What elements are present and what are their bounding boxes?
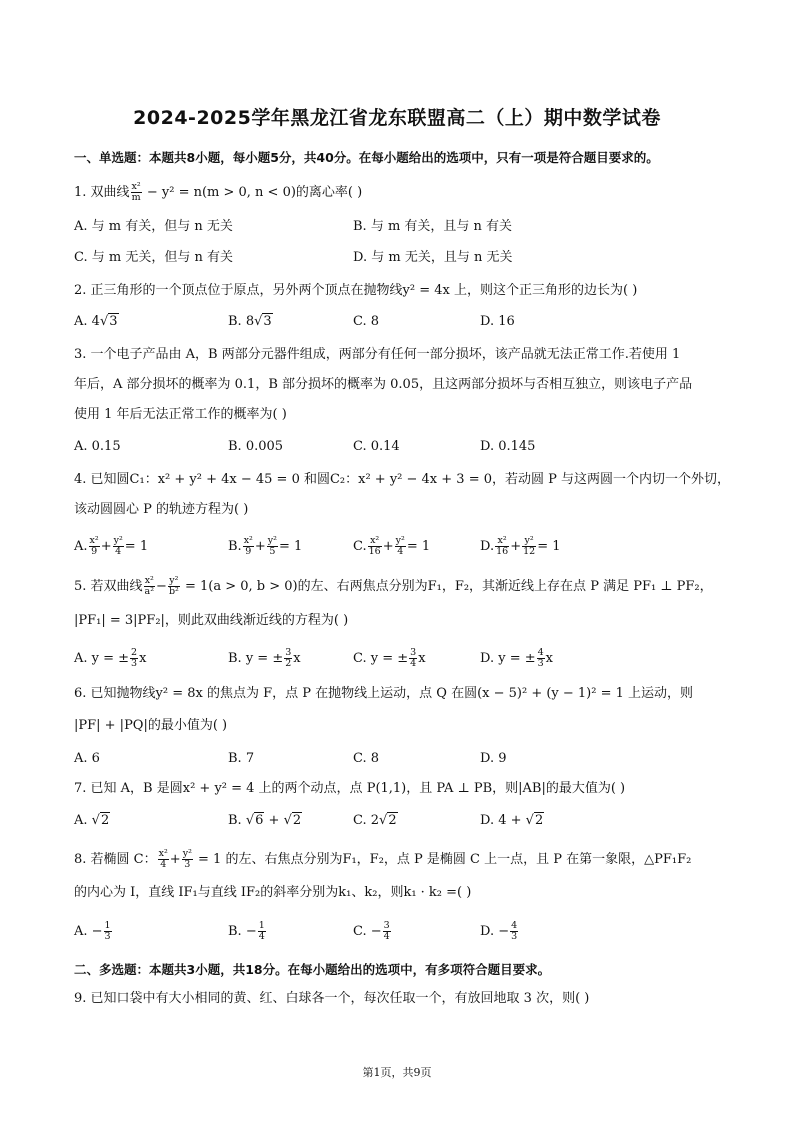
- q6-option-b: B. 7: [228, 751, 255, 766]
- question-2: 2. 正三角形的一个顶点位于原点，另外两个顶点在抛物线y² = 4x 上，则这个正三角形的边长为( ): [74, 283, 638, 298]
- q1-prefix: 1. 双曲线: [74, 185, 130, 200]
- question-8-line-1: 8. 若椭圆 C： $\frac{\text{x²}}{4}$ + $\frac{\text{y²}}{3}$ = 1 的左、右焦点分别为F₁，F₂，点 P 是椭圆 C 上一点，且 P 在第一象限，△PF₁F₂: [74, 848, 692, 870]
- question-3-line-3: 使用 1 年后无法正常工作的概率为( ): [74, 407, 287, 422]
- q6-option-a: A. 6: [74, 751, 100, 766]
- q5-option-d: D. y = ± $\frac{4}{3}$ x: [480, 647, 554, 669]
- q8-option-d: D. − $\frac{4}{3}$: [480, 920, 518, 942]
- q7-option-d: D. 4 + √2: [480, 813, 544, 828]
- q8-option-b: B. − $\frac{1}{4}$: [228, 920, 265, 942]
- q7-option-a: A. √2: [74, 813, 110, 828]
- q5-option-a: A. y = ± $\frac{2}{3}$ x: [74, 647, 147, 669]
- q3-option-b: B. 0.005: [228, 439, 284, 454]
- question-6-line-2: |PF| + |PQ|的最小值为( ): [74, 718, 228, 733]
- q2-option-a: A. 4√3: [74, 314, 118, 329]
- q1-fraction: $\frac{\text{x²}}{m}$: [131, 181, 141, 203]
- q3-option-c: C. 0.14: [353, 439, 400, 454]
- q4-option-b: B. $\frac{\text{x²}}{9}$ + $\frac{\text{y²}}{5}$ = 1: [228, 535, 303, 557]
- q2-option-d: D. 16: [480, 314, 515, 329]
- q2-option-c: C. 8: [353, 314, 380, 329]
- exam-title: 2024-2025学年黑龙江省龙东联盟高二（上）期中数学试卷: [133, 107, 661, 129]
- section-multiple-choice-heading: 二、多选题：本题共3小题，共18分。在每小题给出的选项中，有多项符合题目要求。: [74, 962, 551, 977]
- q5-option-b: B. y = ± $\frac{3}{2}$ x: [228, 647, 301, 669]
- section-single-choice-heading: 一、单选题：本题共8小题，每小题5分，共40分。在每小题给出的选项中，只有一项是符合题目要求的。: [74, 150, 659, 165]
- q3-option-d: D. 0.145: [480, 439, 536, 454]
- question-1: [74, 182, 362, 203]
- question-4-line-2: 该动圆圆心 P 的轨迹方程为( ): [74, 502, 249, 517]
- q3-option-a: A. 0.15: [74, 439, 121, 454]
- q1-rest: − y² = n(m > 0, n < 0)的离心率( ): [142, 185, 363, 200]
- question-3-line-1: 3. 一个电子产品由 A，B 两部分元器件组成，两部分有任何一部分损坏，该产品就无法正常工作.若使用 1: [74, 347, 681, 362]
- q1-option-a: A. 与 m 有关，但与 n 无关: [74, 219, 233, 234]
- page-footer: 第1页，共9页: [362, 1066, 432, 1079]
- q1-option-d: D. 与 m 无关，且与 n 无关: [353, 250, 513, 265]
- question-4-line-1: 4. 已知圆C₁：x² + y² + 4x − 45 = 0 和圆C₂：x² + y² − 4x + 3 = 0，若动圆 P 与这两圆一个内切一个外切，: [74, 472, 731, 487]
- q6-option-c: C. 8: [353, 751, 380, 766]
- q4-option-d: D. $\frac{\text{x²}}{16}$ + $\frac{\text{y²}}{12}$ = 1: [480, 535, 561, 557]
- q5-option-c: C. y = ± $\frac{3}{4}$ x: [353, 647, 426, 669]
- question-9: 9. 已知口袋中有大小相同的黄、红、白球各一个，每次任取一个，有放回地取 3 次，则( ): [74, 991, 590, 1006]
- q8-option-c: C. − $\frac{3}{4}$: [353, 920, 390, 942]
- question-8-line-2: 的内心为 I，直线 IF₁与直线 IF₂的斜率分别为k₁、k₂，则k₁ · k₂ =( ): [74, 885, 472, 900]
- q7-option-c: C. 2√2: [353, 813, 397, 828]
- q1-option-c: C. 与 m 无关，但与 n 有关: [74, 250, 233, 265]
- question-7: 7. 已知 A，B 是圆x² + y² = 4 上的两个动点，点 P(1,1)，且 PA ⊥ PB，则|AB|的最大值为( ): [74, 781, 626, 796]
- q4-option-c: C. $\frac{\text{x²}}{16}$ + $\frac{\text{y²}}{4}$ = 1: [353, 535, 431, 557]
- question-5-line-2: |PF₁| = 3|PF₂|，则此双曲线渐近线的方程为( ): [74, 613, 349, 628]
- q4-option-a: A. $\frac{\text{x²}}{9}$ + $\frac{\text{y²}}{4}$ = 1: [74, 535, 149, 557]
- question-5-line-1: 5. 若双曲线 $\frac{\text{x²}}{\text{a²}}$ − $\frac{\text{y²}}{\text{b²}}$ = 1(a > 0, b > 0)的左、右两焦点分别为F₁，F₂，其渐近线上存在点 P 满足 PF₁ ⊥ PF₂，: [74, 575, 713, 597]
- q8-option-a: A. − $\frac{1}{3}$: [74, 920, 111, 942]
- q7-option-b: B. √6 + √2: [228, 813, 302, 828]
- question-3-line-2: 年后，A 部分损坏的概率为 0.1，B 部分损坏的概率为 0.05，且这两部分损坏与否相互独立，则该电子产品: [74, 377, 693, 392]
- q6-option-d: D. 9: [480, 751, 507, 766]
- question-6-line-1: 6. 已知抛物线y² = 8x 的焦点为 F，点 P 在抛物线上运动，点 Q 在圆(x − 5)² + (y − 1)² = 1 上运动，则: [74, 686, 694, 701]
- q1-option-b: B. 与 m 有关，且与 n 有关: [353, 219, 513, 234]
- q2-option-b: B. 8√3: [228, 314, 272, 329]
